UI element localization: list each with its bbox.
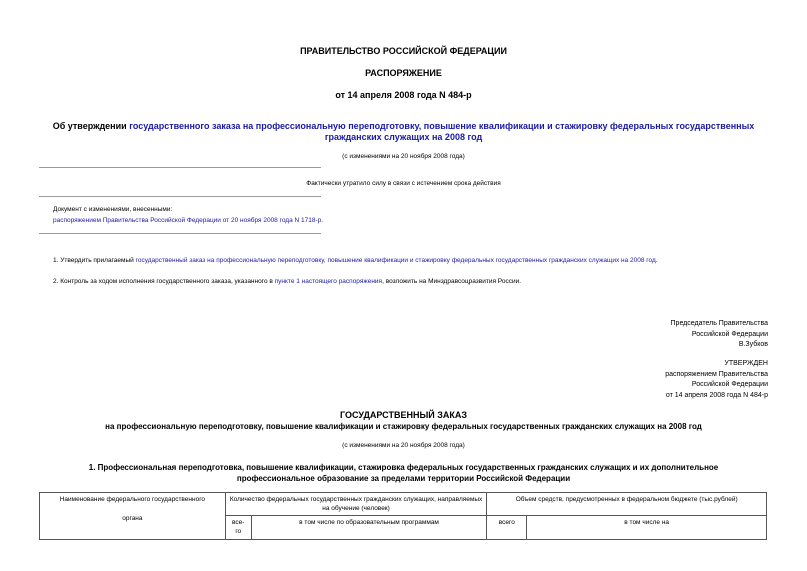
signature-name: В.Зубков [738,341,768,348]
divider [39,196,321,197]
paragraph-2-prefix: 2. Контроль за ходом исполнения государственного заказа, указанного в [53,278,275,285]
order-subtitle: на профессиональную переподготовку, повышение квалификации и стажировку федеральных государственных гражданских служащих на 2008 год [105,422,702,431]
paragraph-1 [53,257,658,264]
table-header-count-programs: в том числе по образовательным программам [251,516,487,540]
status-note: Фактически утратило силу в связи с истечением срока действия [306,180,501,187]
order-changes-note: (с изменениями на 20 ноября 2008 года) [342,442,465,449]
table-header-count-total [225,516,251,540]
title-prefix: Об утверждении [52,121,130,131]
divider [39,233,321,234]
approval-title: УТВЕРЖДЕН [724,360,768,367]
paragraph-2 [53,278,521,285]
paragraph-1-prefix: 1. Утвердить прилагаемый [53,257,136,264]
section-1-heading [0,462,807,484]
document-date-number: от 14 апреля 2008 года N 484-р [335,90,472,100]
table-header-row [40,493,767,516]
paragraph-1-link[interactable]: государственный заказ на профессиональную переподготовку, повышение квалификации и стажировку федеральных государственных гражданских служащих на 2008 год. [135,257,658,264]
government-title: ПРАВИТЕЛЬСТВО РОССИЙСКОЙ ФЕДЕРАЦИИ [300,46,507,56]
title-link-line2[interactable]: гражданских служащих на 2008 год [324,132,483,142]
section-1-line1: 1. Профессиональная переподготовка, повышение квалификации, стажировка федеральных государственных гражданских служащих и их дополнительное [88,463,719,472]
table-header-agency-a: Наименование федерального государственного [59,496,206,503]
amendments-label: Документ с изменениями, внесенными: [53,206,173,213]
approval-country: Российской Федерации [691,381,768,388]
data-table [39,492,767,540]
changes-note: (с изменениями на 20 ноября 2008 года) [342,153,465,160]
table-header-agency-b: органа [122,515,143,522]
section-1-line2: профессиональное образование за пределами территории Российской Федерации [236,474,571,483]
table-header-funds-total: всего [487,516,527,540]
order-title: ГОСУДАРСТВЕННЫЙ ЗАКАЗ [339,410,468,420]
table-header-funds: Объем средств, предусмотренных в федеральном бюджете (тыс.рублей) [487,493,767,516]
document-title [0,121,807,143]
table-header-count: Количество федеральных государственных гражданских служащих, направляемых на обучение (человек) [225,493,487,516]
divider [39,167,321,168]
table-header-count-total-b: го [235,528,242,535]
paragraph-2-suffix: , возложить на Минздравсоцразвития России. [382,278,522,285]
table-header-count-total-a: все- [232,519,245,526]
approval-block [665,359,768,401]
signature-country: Российской Федерации [691,330,768,338]
table-header-funds-sub: в том числе на [527,516,767,540]
approval-date: от 14 апреля 2008 года N 484-р [665,391,768,399]
document-type: РАСПОРЯЖЕНИЕ [365,68,442,78]
signature-position: Председатель Правительства [670,320,768,327]
signature-block [671,319,768,351]
table-header-agency [40,493,226,540]
paragraph-2-link[interactable]: пункте 1 настоящего распоряжения [274,278,383,285]
title-link[interactable]: государственного заказа на профессиональную переподготовку, повышение квалификации и стажировку федеральных государственных [129,121,755,131]
approval-by: распоряжением Правительства [665,370,768,378]
amendments-link[interactable]: распоряжением Правительства Российской Федерации от 20 ноября 2008 года N 1718-р. [53,217,324,224]
